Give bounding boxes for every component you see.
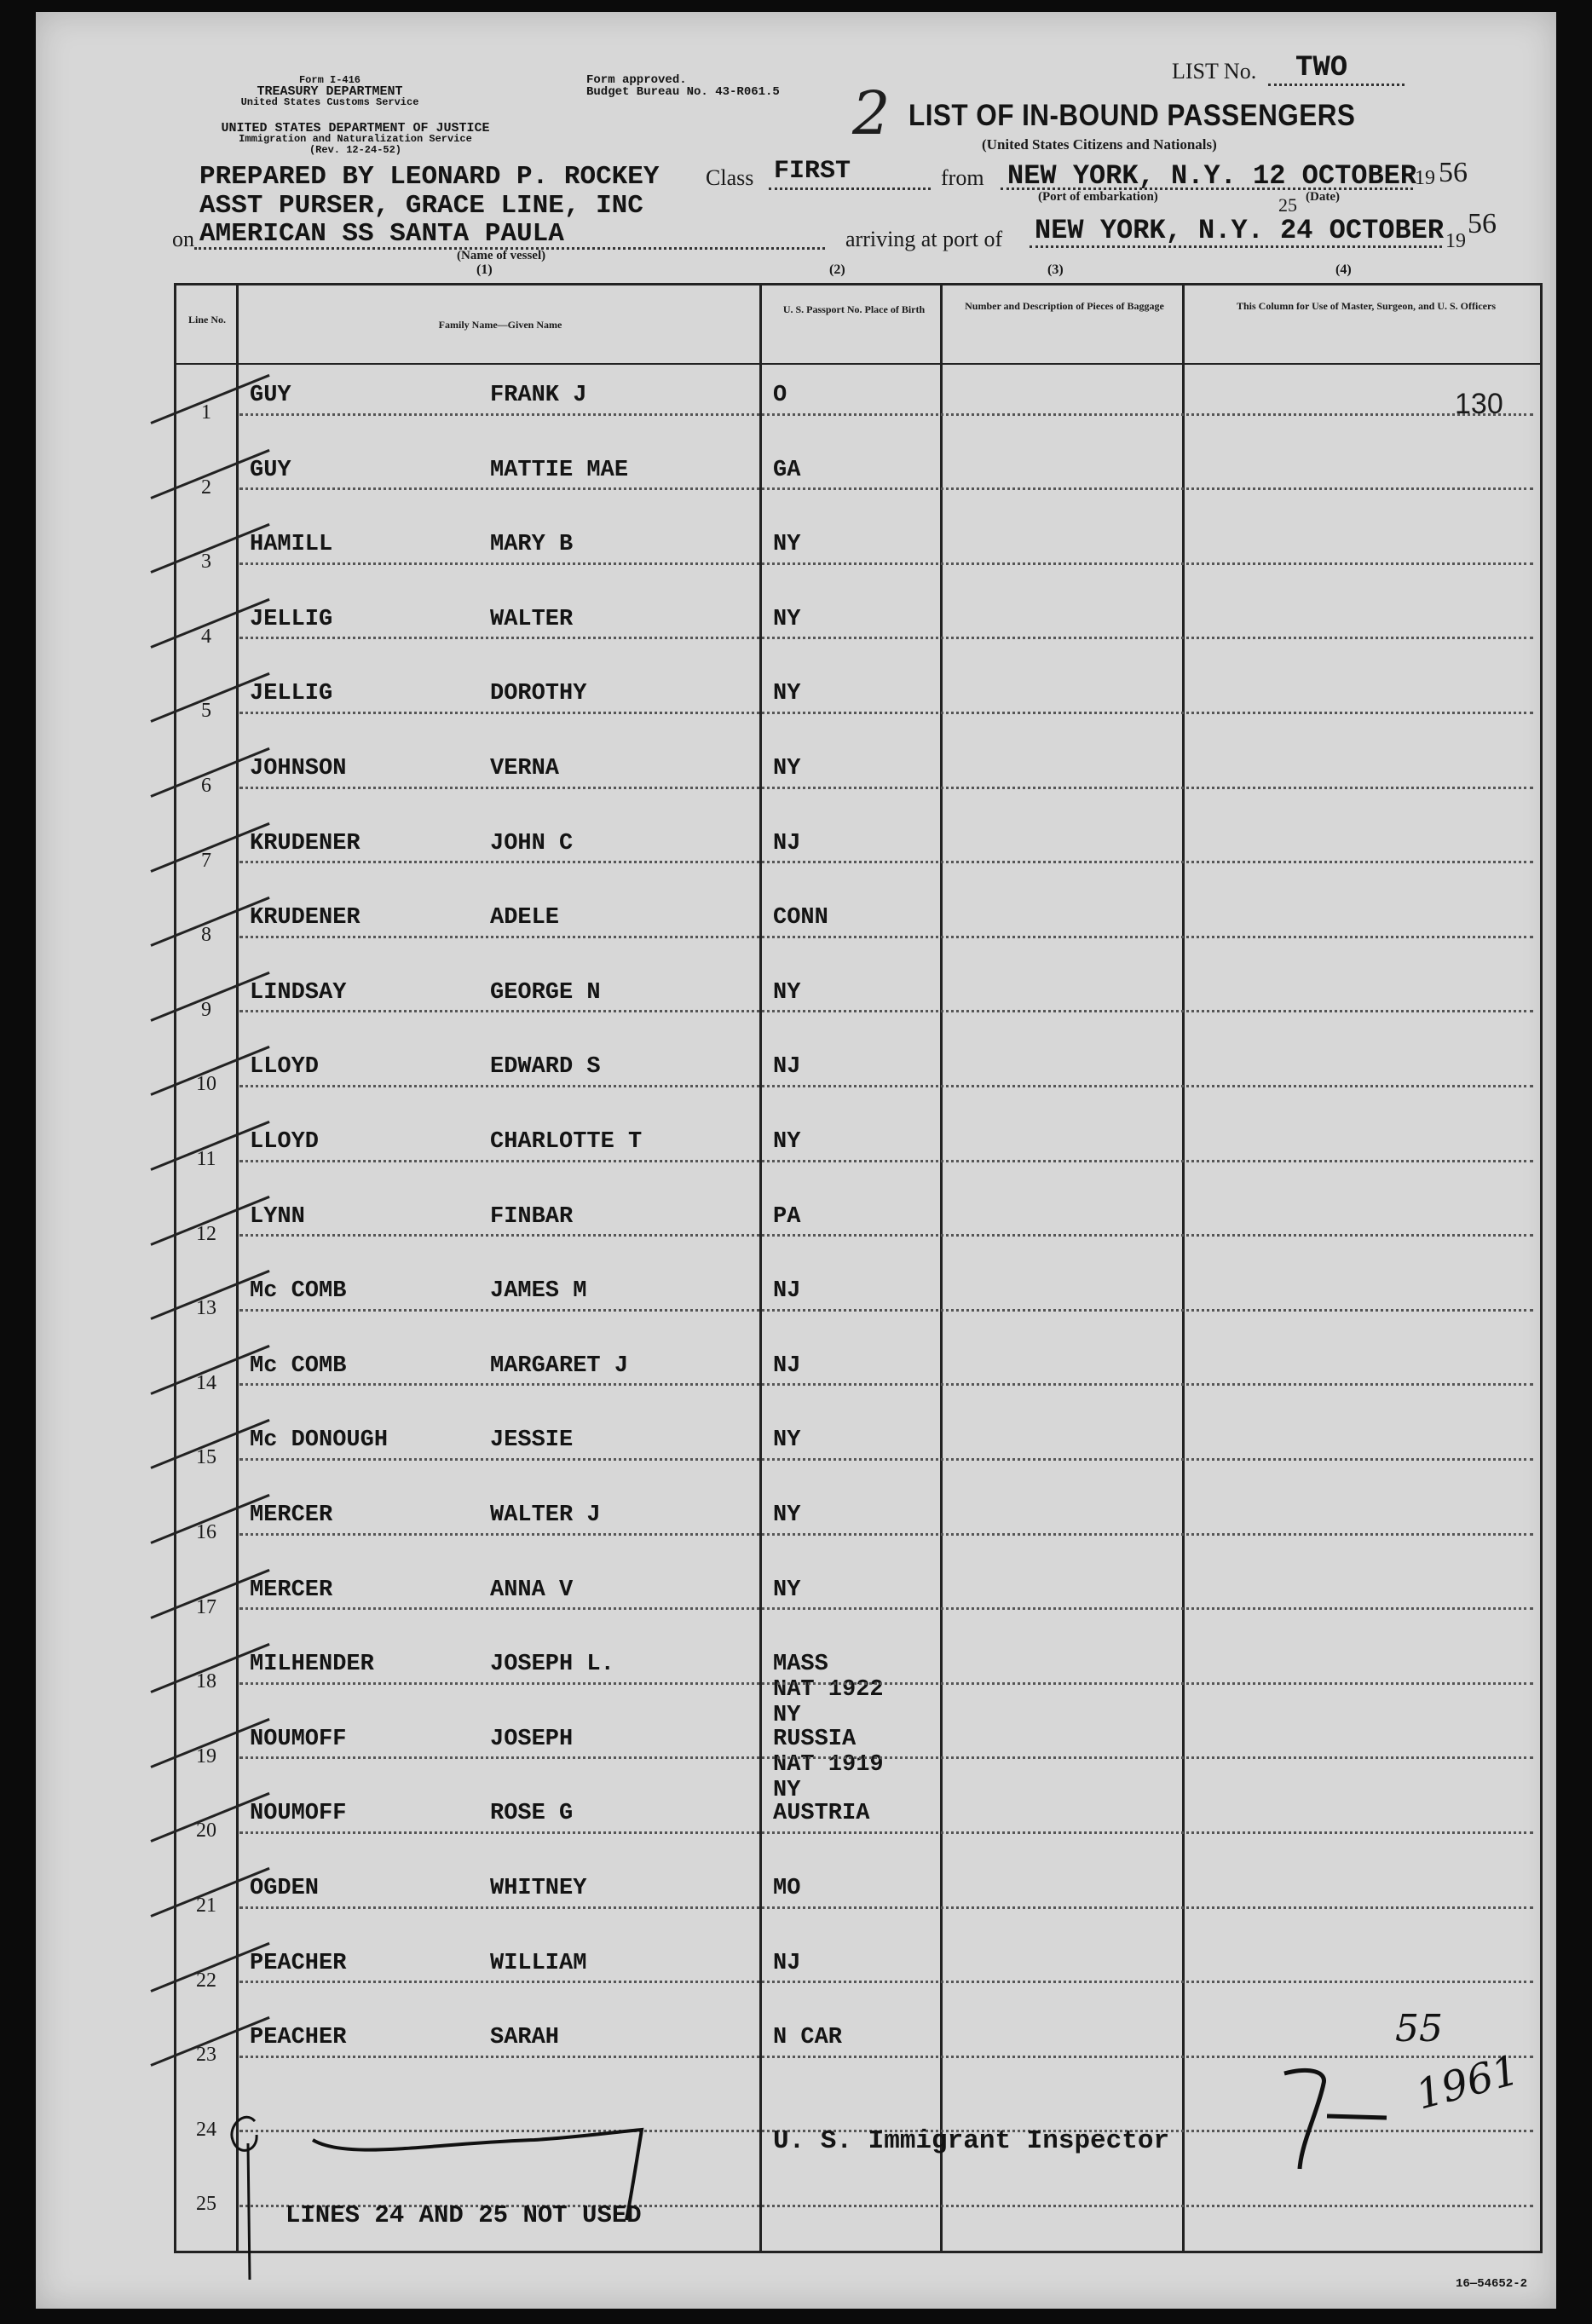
line-number: 16 bbox=[196, 1521, 216, 1543]
given-name: ANNA V bbox=[490, 1577, 574, 1603]
handwriting-overlay bbox=[176, 285, 1545, 2256]
col-num-3: (3) bbox=[1047, 262, 1064, 277]
family-name: LYNN bbox=[250, 1203, 305, 1230]
given-name: WHITNEY bbox=[490, 1876, 587, 1901]
prepared-by-line2: ASST PURSER, GRACE LINE, INC bbox=[199, 191, 643, 221]
line-number: 1 bbox=[201, 401, 211, 424]
family-name: MERCER bbox=[250, 1577, 333, 1603]
place-of-birth: MASS bbox=[773, 1652, 828, 1678]
line-number: 8 bbox=[201, 924, 211, 947]
place-of-birth: PA bbox=[773, 1203, 801, 1230]
family-name: GUY bbox=[250, 383, 291, 408]
margin-mark bbox=[232, 2117, 257, 2280]
place-of-birth: NY bbox=[773, 1577, 801, 1603]
given-name: JOSEPH L. bbox=[490, 1652, 614, 1678]
line-number: 11 bbox=[196, 1148, 216, 1170]
place-of-birth: NY bbox=[773, 606, 801, 632]
place-of-birth: NY bbox=[773, 1129, 801, 1155]
place-of-birth: NY bbox=[773, 1502, 801, 1528]
header-line-no: Line No. bbox=[187, 314, 226, 326]
given-name: FINBAR bbox=[490, 1203, 574, 1230]
place-of-birth: NY bbox=[773, 532, 801, 558]
line-number: 22 bbox=[196, 1969, 216, 1992]
place-of-birth: NJ bbox=[773, 830, 801, 856]
given-name: MARY B bbox=[490, 532, 574, 558]
family-name: LINDSAY bbox=[250, 979, 347, 1006]
place-of-birth: O bbox=[773, 383, 787, 408]
port-embarkation-caption: (Port of embarkation) bbox=[1038, 190, 1158, 204]
place-of-birth: NY bbox=[773, 1427, 801, 1454]
line-number: 12 bbox=[196, 1222, 216, 1245]
place-of-birth: NJ bbox=[773, 1352, 801, 1379]
date-caption: (Date) bbox=[1306, 190, 1340, 204]
place-of-birth: NJ bbox=[773, 1278, 801, 1305]
line-number: 4 bbox=[201, 625, 211, 648]
list-number-label: LIST No. bbox=[1172, 59, 1257, 84]
place-of-birth: NY bbox=[773, 681, 801, 707]
header-name: Family Name—Given Name bbox=[438, 319, 562, 331]
officer-column-note: 130 bbox=[1455, 388, 1503, 420]
manifest-sheet bbox=[36, 12, 1556, 2309]
family-name: PEACHER bbox=[250, 2025, 347, 2051]
line-number: 15 bbox=[196, 1446, 216, 1469]
place-of-birth: NJ bbox=[773, 1054, 801, 1081]
family-name: JELLIG bbox=[250, 606, 333, 632]
family-name: KRUDENER bbox=[250, 905, 361, 931]
header-officers: This Column for Use of Master, Surgeon, and U. S. Officers bbox=[1236, 300, 1496, 312]
line-number: 13 bbox=[196, 1297, 216, 1320]
form-footer-code: 16—54652-2 bbox=[1456, 2277, 1528, 2291]
line-number: 14 bbox=[196, 1371, 216, 1394]
given-name: MATTIE MAE bbox=[490, 457, 629, 483]
place-of-birth-note: NY bbox=[773, 1703, 801, 1729]
embarkation-port-date: NEW YORK, N.Y. 12 OCTOBER bbox=[1007, 160, 1417, 192]
given-name: WALTER bbox=[490, 606, 574, 632]
place-of-birth: RUSSIA bbox=[773, 1726, 857, 1752]
given-name: EDWARD S bbox=[490, 1054, 601, 1081]
col-num-2: (2) bbox=[829, 262, 845, 277]
family-name: Mc COMB bbox=[250, 1352, 347, 1379]
arrival-year: 56 bbox=[1468, 208, 1497, 239]
family-name: Mc COMB bbox=[250, 1278, 347, 1305]
family-name: NOUMOFF bbox=[250, 1726, 347, 1752]
list-number-value: TWO bbox=[1295, 52, 1348, 84]
family-name: OGDEN bbox=[250, 1876, 320, 1901]
handwritten-page-number: 2 bbox=[852, 78, 891, 148]
place-of-birth: CONN bbox=[773, 905, 828, 931]
line-number: 6 bbox=[201, 775, 211, 797]
passenger-table bbox=[174, 283, 1543, 2253]
line-number: 17 bbox=[196, 1595, 216, 1618]
line-number: 25 bbox=[196, 2193, 216, 2216]
tally-part: 55 bbox=[1395, 2007, 1443, 2050]
approval-block bbox=[586, 74, 780, 98]
ins-line: Immigration and Naturalization Service bbox=[239, 133, 472, 145]
place-of-birth: N CAR bbox=[773, 2025, 843, 2051]
form-id-block bbox=[198, 75, 462, 108]
document-subtitle: (United States Citizens and Nationals) bbox=[982, 136, 1217, 153]
header-passport: U. S. Passport No. Place of Birth bbox=[782, 303, 926, 315]
family-name: MILHENDER bbox=[250, 1652, 374, 1678]
given-name: WALTER J bbox=[490, 1502, 601, 1528]
given-name: GEORGE N bbox=[490, 979, 601, 1006]
embarkation-year: 56 bbox=[1439, 157, 1468, 188]
family-name: KRUDENER bbox=[250, 830, 361, 856]
family-name: JOHNSON bbox=[250, 756, 347, 781]
given-name: VERNA bbox=[490, 756, 560, 781]
prepared-by-line1: PREPARED BY LEONARD P. ROCKEY bbox=[199, 162, 660, 192]
line-number: 10 bbox=[196, 1073, 216, 1096]
family-name: HAMILL bbox=[250, 532, 333, 558]
embarkation-year-prefix: 19 bbox=[1415, 167, 1435, 189]
class-value: FIRST bbox=[774, 157, 851, 186]
place-of-birth: NJ bbox=[773, 1950, 801, 1976]
col-num-1: (1) bbox=[476, 262, 493, 277]
line-number: 20 bbox=[196, 1819, 216, 1842]
header-baggage: Number and Description of Pieces of Baggage bbox=[965, 300, 1164, 312]
revision-line: (Rev. 12-24-52) bbox=[309, 144, 402, 156]
line-number: 7 bbox=[201, 849, 211, 872]
treasury-dept: TREASURY DEPARTMENT bbox=[257, 84, 403, 99]
customs-service: United States Customs Service bbox=[240, 96, 419, 108]
family-name: LLOYD bbox=[250, 1129, 320, 1155]
family-name: PEACHER bbox=[250, 1950, 347, 1976]
place-of-birth-note: NY bbox=[773, 1777, 801, 1803]
form-number: Form I-416 bbox=[298, 74, 361, 86]
on-label: on bbox=[172, 227, 194, 251]
given-name: ROSE G bbox=[490, 1801, 574, 1827]
from-label: from bbox=[941, 165, 984, 190]
family-name: MERCER bbox=[250, 1502, 333, 1528]
arrival-year-prefix: 19 bbox=[1445, 230, 1466, 252]
given-name: WILLIAM bbox=[490, 1950, 587, 1976]
family-name: LLOYD bbox=[250, 1054, 320, 1081]
place-of-birth: NY bbox=[773, 756, 801, 781]
vessel-name: AMERICAN SS SANTA PAULA bbox=[199, 219, 564, 249]
form-approved: Form approved. bbox=[586, 73, 687, 87]
given-name: JAMES M bbox=[490, 1278, 587, 1305]
place-of-birth-note: NAT 1922 bbox=[773, 1677, 884, 1704]
place-of-birth: MO bbox=[773, 1876, 801, 1901]
arrival-port-date: NEW YORK, N.Y. 24 OCTOBER bbox=[1035, 215, 1445, 246]
given-name: JESSIE bbox=[490, 1427, 574, 1454]
line-number: 24 bbox=[196, 2118, 216, 2141]
given-name: SARAH bbox=[490, 2025, 560, 2051]
given-name: CHARLOTTE T bbox=[490, 1129, 643, 1155]
family-name: GUY bbox=[250, 457, 291, 483]
family-name: JELLIG bbox=[250, 681, 333, 707]
place-of-birth: NY bbox=[773, 979, 801, 1006]
doj-block bbox=[172, 123, 539, 156]
col-num-4: (4) bbox=[1335, 262, 1352, 277]
line-number: 3 bbox=[201, 551, 211, 574]
line-number: 18 bbox=[196, 1670, 216, 1693]
line-number: 23 bbox=[196, 2044, 216, 2067]
place-of-birth: GA bbox=[773, 457, 801, 483]
family-name: NOUMOFF bbox=[250, 1801, 347, 1827]
given-name: FRANK J bbox=[490, 383, 587, 408]
line-number: 5 bbox=[201, 700, 211, 723]
given-name: DOROTHY bbox=[490, 681, 587, 707]
immigrant-inspector-label: U. S. Immigrant Inspector bbox=[773, 2126, 1170, 2156]
arrival-rule bbox=[1030, 245, 1442, 248]
lines-not-used-note: LINES 24 AND 25 NOT USED bbox=[286, 2201, 642, 2229]
tally-mark bbox=[1284, 2070, 1387, 2169]
line-number: 21 bbox=[196, 1894, 216, 1917]
document-title: LIST OF IN-BOUND PASSENGERS bbox=[908, 99, 1356, 132]
budget-bureau: Budget Bureau No. 43-R061.5 bbox=[586, 85, 780, 99]
class-rule bbox=[769, 187, 931, 190]
given-name: ADELE bbox=[490, 905, 560, 931]
arrival-day-correction: 25 bbox=[1278, 194, 1297, 216]
given-name: MARGARET J bbox=[490, 1352, 629, 1379]
place-of-birth-note: NAT 1919 bbox=[773, 1751, 884, 1778]
line-number: 19 bbox=[196, 1744, 216, 1768]
family-name: Mc DONOUGH bbox=[250, 1427, 389, 1454]
doj-line: UNITED STATES DEPARTMENT OF JUSTICE bbox=[221, 121, 490, 136]
given-name: JOSEPH bbox=[490, 1726, 574, 1752]
arriving-label: arriving at port of bbox=[845, 227, 1003, 251]
vessel-caption: (Name of vessel) bbox=[457, 249, 546, 262]
tally-part-2: 1961 bbox=[1410, 2045, 1525, 2119]
given-name: JOHN C bbox=[490, 830, 574, 856]
line-number: 9 bbox=[201, 998, 211, 1021]
inspector-signature bbox=[313, 2130, 642, 2220]
line-number: 2 bbox=[201, 476, 211, 499]
place-of-birth: AUSTRIA bbox=[773, 1801, 870, 1827]
class-label: Class bbox=[706, 165, 754, 190]
